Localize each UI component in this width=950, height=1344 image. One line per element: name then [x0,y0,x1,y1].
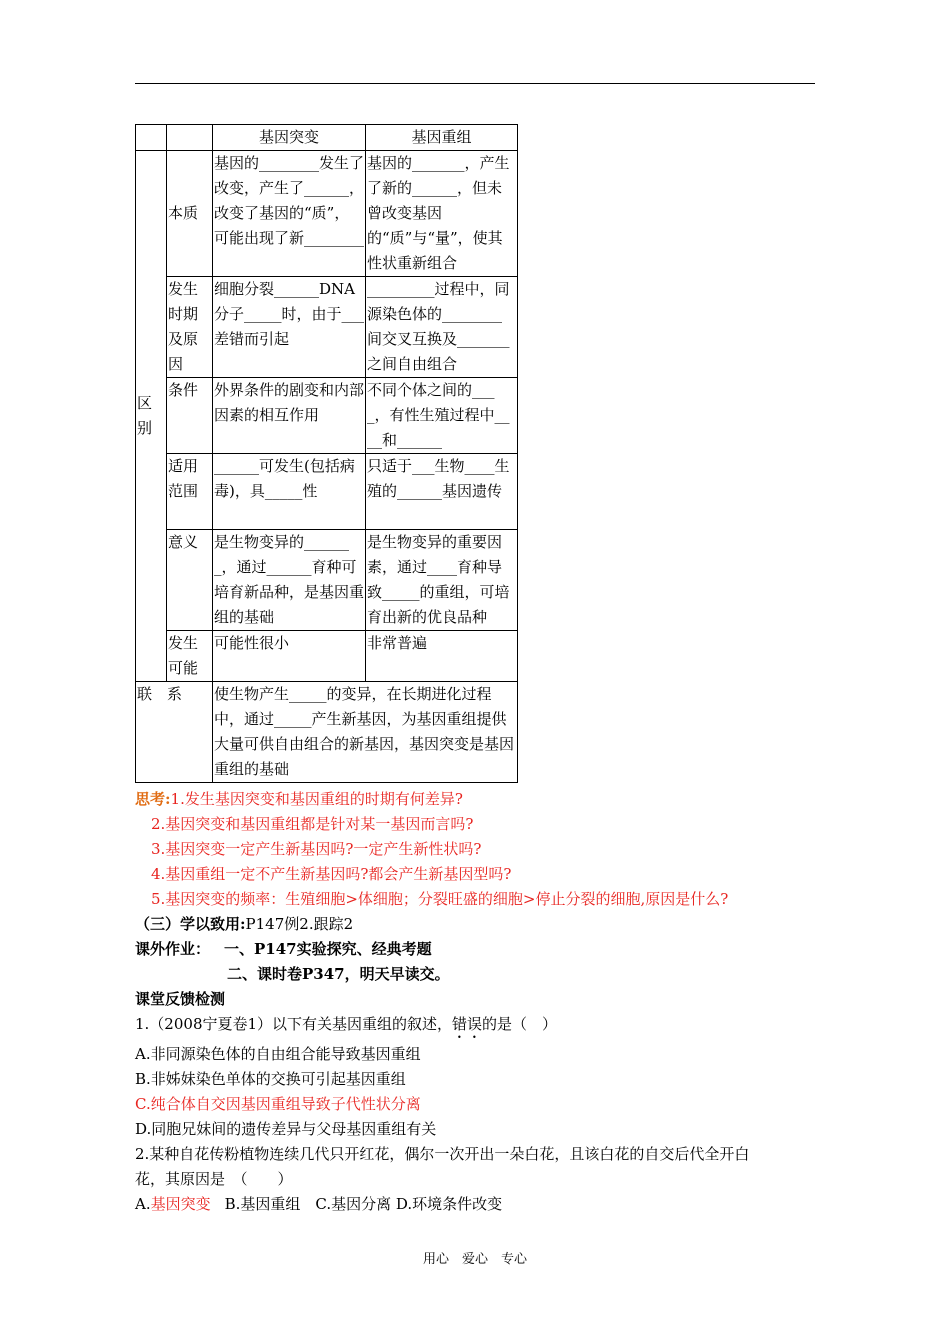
q2-other-options: B.基因重组 C.基因分离 D.环境条件改变 [224,1195,503,1213]
row-label: 意义 [167,530,213,631]
think-section [135,787,749,1217]
q2-stem-line-1: 2.某种自花传粉植物连续几代只开红花，偶尔一次开出一朵白花，且该白花的自交后代全开白 [135,1145,750,1163]
homework-line-1 [135,937,749,962]
homework-label: 课外作业： [135,940,211,958]
row-label: 适用范围 [167,454,213,530]
q1-option-b: B.非姊妹染色单体的交换可引起基因重组 [135,1070,406,1088]
header-rule [135,83,815,84]
q1-stem-part-b: 的是（ ） [482,1015,558,1033]
page-footer: 用心 爱心 专心 [422,1252,527,1267]
group-label-difference: 区别 [136,151,167,682]
apply-line [135,912,749,937]
mutation-cell: 基因的________发生了改变，产生了______，改变了基因的“质”，可能出现了新________ [213,151,366,277]
q2-a-text: 基因突变 [150,1195,211,1213]
table-row [136,530,518,631]
recombination-cell: 非常普遍 [366,631,518,682]
feedback-q1-stem [135,1012,749,1042]
header-blank-1 [136,125,167,151]
mutation-cell: ______可发生(包括病毒)，具_____性 [213,454,366,530]
table-row [136,378,518,454]
comparison-table [135,124,518,783]
table-row [136,277,518,378]
q2-a-prefix: A. [135,1195,151,1213]
recombination-cell: 只适于___生物____生殖的______基因遗传 [366,454,518,530]
q1-stem-part-a: 1.（2008宁夏卷1）以下有关基因重组的叙述， [135,1015,453,1033]
think-q1-line [135,787,749,812]
think-prefix: 思考: [135,790,171,808]
link-text: 使生物产生_____的变异，在长期进化过程中，通过_____产生新基因，为基因重组提供大量可供自由组合的新基因，基因突变是基因重组的基础 [213,682,518,783]
row-label: 条件 [167,378,213,454]
table-row-link [136,682,518,783]
mutation-cell: 外界条件的剧变和内部因素的相互作用 [213,378,366,454]
mutation-cell: 细胞分裂______DNA分子_____时，由于___差错而引起 [213,277,366,378]
q1-option-c: C.纯合体自交因基因重组导致子代性状分离 [135,1095,421,1113]
q1-option-a: A.非同源染色体的自由组合能导致基因重组 [135,1045,421,1063]
apply-label: （三）学以致用: [135,915,246,933]
q2-options [135,1192,749,1217]
recombination-cell: 不同个体之间的____，有性生殖过程中____和______ [366,378,518,454]
apply-text: P147例2.跟踪2 [245,915,354,933]
recombination-cell: 是生物变异的重要因素，通过____育种导致_____的重组，可培育出新的优良品种 [366,530,518,631]
feedback-title: 课堂反馈检测 [135,990,226,1008]
recombination-cell: _________过程中，同源染色体的________间交叉互换及_______之间自由组合 [366,277,518,378]
row-label: 本质 [167,151,213,277]
think-q2: 2.基因突变和基因重组都是针对某一基因而言吗? [151,815,474,833]
think-q5: 5.基因突变的频率：生殖细胞>体细胞；分裂旺盛的细胞>停止分裂的细胞,原因是什么? [151,890,729,908]
q1-stem-emphasis: 错误 [452,1015,483,1033]
header-recombination: 基因重组 [366,125,518,151]
think-q3: 3.基因突变一定产生新基因吗?一定产生新性状吗? [151,840,482,858]
table-header-row [136,125,518,151]
recombination-cell: 基因的_______，产生了新的______，但未曾改变基因的“质”与“量”，使其性状重新组合 [366,151,518,277]
mutation-cell: 可能性很小 [213,631,366,682]
mutation-cell: 是生物变异的_______，通过______育种可培育新品种，是基因重组的基础 [213,530,366,631]
think-q4: 4.基因重组一定不产生新基因吗?都会产生新基因型吗? [151,865,512,883]
header-mutation: 基因突变 [213,125,366,151]
table-row [136,631,518,682]
think-q1: 1.发生基因突变和基因重组的时期有何差异? [170,790,463,808]
q1-option-d: D.同胞兄妹间的遗传差异与父母基因重组有关 [135,1120,437,1138]
header-blank-2 [167,125,213,151]
table-row [136,454,518,530]
table-row [136,151,518,277]
homework-item-1: 一、P147实验探究、经典考题 [224,940,432,958]
row-label: 发生可能 [167,631,213,682]
row-label: 发生时期及原因 [167,277,213,378]
q2-stem-line-2: 花，其原因是 （ ） [135,1170,293,1188]
link-label: 联 系 [136,682,213,783]
homework-item-2: 二、课时卷P347，明天早读交。 [227,965,450,983]
